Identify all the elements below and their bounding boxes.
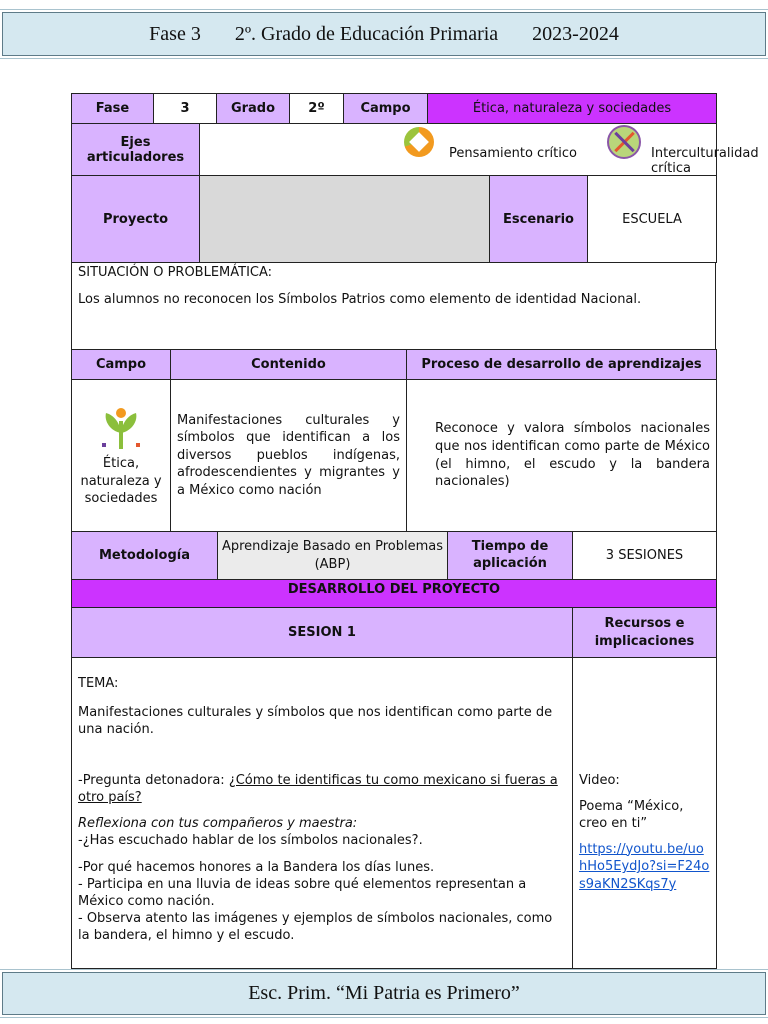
video-label: Video: bbox=[579, 773, 620, 788]
question-3: - Participa en una lluvia de ideas sobre qué elementos representan a México como nación. bbox=[78, 877, 527, 910]
grado-value: 2º bbox=[290, 94, 344, 124]
pensamiento-critico-icon bbox=[404, 127, 434, 157]
metodologia-table bbox=[71, 531, 717, 580]
ejes-cell bbox=[200, 124, 759, 176]
etica-naturaleza-sociedades-icon bbox=[98, 403, 144, 451]
campo-cell bbox=[72, 380, 171, 532]
situacion-table bbox=[71, 262, 716, 350]
fase-value: 3 bbox=[154, 94, 217, 124]
campo-header: Campo bbox=[72, 350, 171, 380]
eje-interculturalidad-critica: Interculturalidad crítica bbox=[651, 146, 759, 176]
recursos-header: Recursos e implicaciones bbox=[573, 608, 717, 658]
question-4: - Observa atento las imágenes y ejemplos de símbolos nacionales, como la bandera, el himno y el escudo. bbox=[78, 910, 553, 943]
contenido-text: Manifestaciones culturales y símbolos que identifican a los diversos pueblos indígenas, afrodescendientes y migrantes y a México como nación bbox=[171, 380, 407, 532]
question-1: -¿Has escuchado hablar de los símbolos nacionales?. bbox=[78, 833, 423, 849]
video-link[interactable]: https://youtu.be/uohHo5EydJo?si=F24os9aKN2SKqs7y bbox=[579, 841, 710, 892]
pregunta-label: -Pregunta detonadora: bbox=[78, 772, 229, 788]
campo-label: Campo bbox=[344, 94, 428, 124]
pregunta-line bbox=[78, 773, 566, 807]
situacion-label: SITUACIÓN O PROBLEMÁTICA: bbox=[78, 265, 273, 280]
tema-text: Manifestaciones culturales y símbolos que nos identifican como parte de una nación. bbox=[78, 704, 553, 737]
grado-label: Grado bbox=[217, 94, 290, 124]
metodologia-value: Aprendizaje Basado en Problemas (ABP) bbox=[218, 532, 448, 580]
sesion1-cell bbox=[72, 658, 573, 969]
fase-label: Fase bbox=[72, 94, 154, 124]
situacion-cell bbox=[72, 263, 716, 350]
desarrollo-table bbox=[71, 579, 717, 969]
tiempo-label: Tiempo de aplicación bbox=[448, 532, 573, 580]
footer-escuela: Esc. Prim. “Mi Patria es Primero” bbox=[248, 982, 520, 1004]
header-ciclo: 2023-2024 bbox=[532, 22, 619, 45]
info-row-table bbox=[71, 93, 717, 124]
campo-contenido-table bbox=[71, 349, 717, 532]
eje-pensamiento-critico: Pensamiento crítico bbox=[449, 146, 577, 161]
ejes-proyecto-table bbox=[71, 123, 759, 263]
contenido-header: Contenido bbox=[171, 350, 407, 380]
metodologia-label: Metodología bbox=[72, 532, 218, 580]
recursos-cell bbox=[573, 658, 717, 969]
header-grado: 2º. Grado de Educación Primaria bbox=[234, 22, 499, 45]
desarrollo-title: DESARROLLO DEL PROYECTO bbox=[72, 580, 717, 608]
campo-value: Ética, naturaleza y sociedades bbox=[428, 94, 717, 124]
poema-text: Poema “México, creo en ti” bbox=[579, 798, 684, 832]
header-banner bbox=[2, 12, 766, 56]
proyecto-value bbox=[200, 176, 490, 263]
ejes-label: Ejes articuladores bbox=[72, 124, 200, 176]
proceso-header: Proceso de desarrollo de aprendizajes bbox=[407, 350, 717, 380]
tema-label: TEMA: bbox=[78, 676, 119, 691]
pregunta-text: ¿Cómo te identificas tu como mexicano si fueras a otro país? bbox=[78, 772, 558, 805]
proceso-text: Reconoce y valora símbolos nacionales que nos identifican como parte de México (el himno, el escudo y la bandera nacionales) bbox=[407, 380, 717, 532]
question-2: -Por qué hacemos honores a la Bandera los días lunes. bbox=[78, 860, 435, 876]
video-link-wrap bbox=[579, 841, 710, 894]
footer-banner bbox=[2, 972, 766, 1015]
tiempo-value: 3 SESIONES bbox=[573, 532, 717, 580]
campo-text: Ética, naturaleza y sociedades bbox=[80, 456, 162, 507]
escenario-value: ESCUELA bbox=[588, 176, 717, 263]
interculturalidad-critica-icon bbox=[607, 125, 641, 159]
sesion-header: SESION 1 bbox=[72, 608, 573, 658]
proyecto-label: Proyecto bbox=[72, 176, 200, 263]
situacion-text: Los alumnos no reconocen los Símbolos Patrios como elemento de identidad Nacional. bbox=[78, 292, 642, 307]
header-fase: Fase 3 bbox=[149, 22, 201, 45]
escenario-label: Escenario bbox=[490, 176, 588, 263]
reflexiona-text: Reflexiona con tus compañeros y maestra: bbox=[78, 816, 358, 832]
